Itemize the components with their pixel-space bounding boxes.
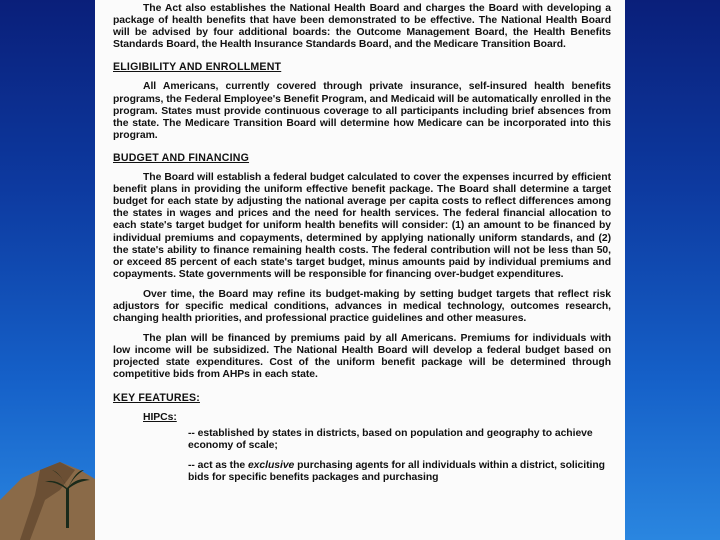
- document-page: [95, 0, 625, 540]
- hipcs-bullet-2: [188, 460, 611, 484]
- intro-paragraph: The Act also establishes the National Health Board and charges the Board with developing a package of health benefits that have been demonstrated to be effective. The National Health Board will be advised by four additional boards: the Outcome Management Board, the Health Benefits Standards Board, the Health Insurance Standards Board, and the Medicare Transition Board.: [113, 3, 611, 51]
- budget-heading: BUDGET AND FINANCING: [113, 151, 250, 164]
- background-sky-right: [625, 0, 720, 540]
- eligibility-paragraph: All Americans, currently covered through private insurance, self-insured health benefits programs, the Federal Employee's Benefit Program, and Medicaid will be automatically enrolled in the program. States must provide continuous coverage to all participants including brief absences from the state. The Medicare Transition Board will determine how Medicare can be incorporated into this program.: [113, 81, 611, 141]
- background-landscape-left: [0, 0, 110, 540]
- budget-paragraph-2: Over time, the Board may refine its budget-making by setting budget targets that reflect risk adjustors for specific medical conditions, advances in medical technology, outcomes research, changing health priorities, and professional practice guidelines and other measures.: [113, 288, 611, 325]
- hipcs-label: HIPCs:: [143, 411, 177, 423]
- eligibility-heading: ELIGIBILITY AND ENROLLMENT: [113, 61, 282, 74]
- bullet2-emphasis: exclusive: [247, 459, 295, 471]
- bullet2-suffix: purchasing agents for all individuals within a district, soliciting bids for specific benefits packages and purchasing: [188, 459, 605, 483]
- key-features-heading: KEY FEATURES:: [113, 391, 200, 404]
- budget-paragraph-1: The Board will establish a federal budget calculated to cover the expenses incurred by efficient benefit plans in providing the uniform effective benefit package. The Board shall determine a target budget for each state by adjusting the national average per capita costs to reflect differences among the states in wages and prices and the need for health services. The federal financial allocation to each state's target budget for uniform health benefits will consider: (1) an amount to be financed by individual premiums and copayments, determined by applying nationally uniform standards, and (2) the state's ability to finance remaining health costs. The federal contribution will not be less than 50, or exceed 85 percent of each state's target budget, minus amounts paid by individual premiums and copayments. State governments will be responsible for financing over-budget expenditures.: [113, 172, 611, 280]
- budget-paragraph-3: The plan will be financed by premiums paid by all Americans. Premiums for individuals with low income will be subsidized. The National Health Board will develop a federal budget based on projected state expenditures. Cost of the uniform benefit package will be determined through competitive bids from AHPs in each state.: [113, 333, 611, 381]
- bullet2-prefix: -- act as the: [188, 459, 248, 471]
- hipcs-bullet-1: -- established by states in districts, based on population and geography to achieve economy of scale;: [188, 427, 593, 451]
